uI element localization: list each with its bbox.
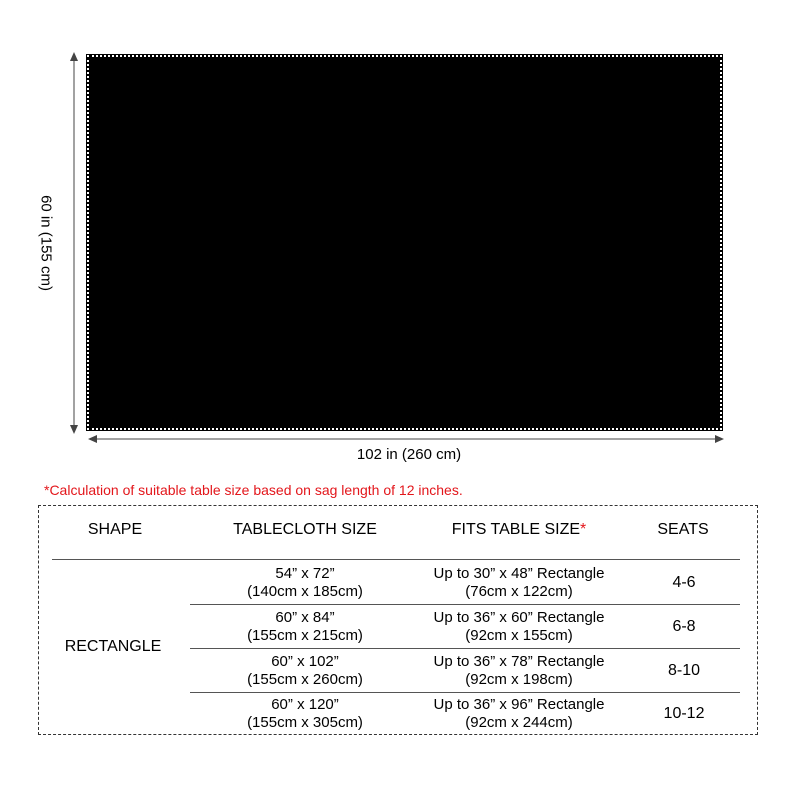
height-dimension-label: 60 in (155 cm) (37, 195, 55, 291)
header-tablecloth-size: TABLECLOTH SIZE (233, 521, 377, 538)
tablecloth-size-inches: 60” x 84” (275, 609, 335, 626)
seats-value: 10-12 (663, 705, 705, 722)
tablecloth-size-inches: 54” x 72” (275, 565, 335, 582)
table-row (190, 561, 740, 605)
fits-size-inches: Up to 36” x 78” Rectangle (433, 653, 605, 670)
tablecloth-size-cm: (155cm x 260cm) (247, 671, 363, 688)
width-dimension-arrow (88, 432, 724, 446)
header-shape: SHAPE (87, 521, 143, 538)
height-dimension-arrow (66, 52, 82, 434)
tablecloth-size-cm: (155cm x 215cm) (247, 627, 363, 644)
table-row (190, 605, 740, 649)
fits-size-inches: Up to 36” x 96” Rectangle (433, 696, 605, 713)
tablecloth-image (87, 55, 722, 430)
header-divider (52, 559, 740, 560)
seats-value: 4-6 (672, 574, 696, 591)
seats-value: 6-8 (672, 618, 696, 635)
fits-size-cm: (92cm x 155cm) (465, 627, 573, 644)
seats-value: 8-10 (667, 662, 701, 679)
tablecloth-size-inches: 60” x 120” (271, 696, 339, 713)
tablecloth-size-cm: (140cm x 185cm) (247, 583, 363, 600)
tablecloth-size-inches: 60” x 102” (271, 653, 339, 670)
shape-cell: RECTANGLE (64, 638, 162, 655)
fits-size-cm: (92cm x 198cm) (465, 671, 573, 688)
header-seats: SEATS (657, 521, 709, 538)
fits-size-inches: Up to 36” x 60” Rectangle (433, 609, 605, 626)
table-row (190, 649, 740, 693)
header-fits-table-size: FITS TABLE SIZE* (451, 521, 587, 538)
tablecloth-size-cm: (155cm x 305cm) (247, 714, 363, 731)
table-row (190, 692, 740, 736)
fits-size-cm: (76cm x 122cm) (465, 583, 573, 600)
fits-size-cm: (92cm x 244cm) (465, 714, 573, 731)
fits-size-inches: Up to 30” x 48” Rectangle (433, 565, 605, 582)
width-dimension-label: 102 in (260 cm) (356, 446, 462, 463)
sag-length-note: *Calculation of suitable table size based on sag length of 12 inches. (44, 482, 463, 498)
